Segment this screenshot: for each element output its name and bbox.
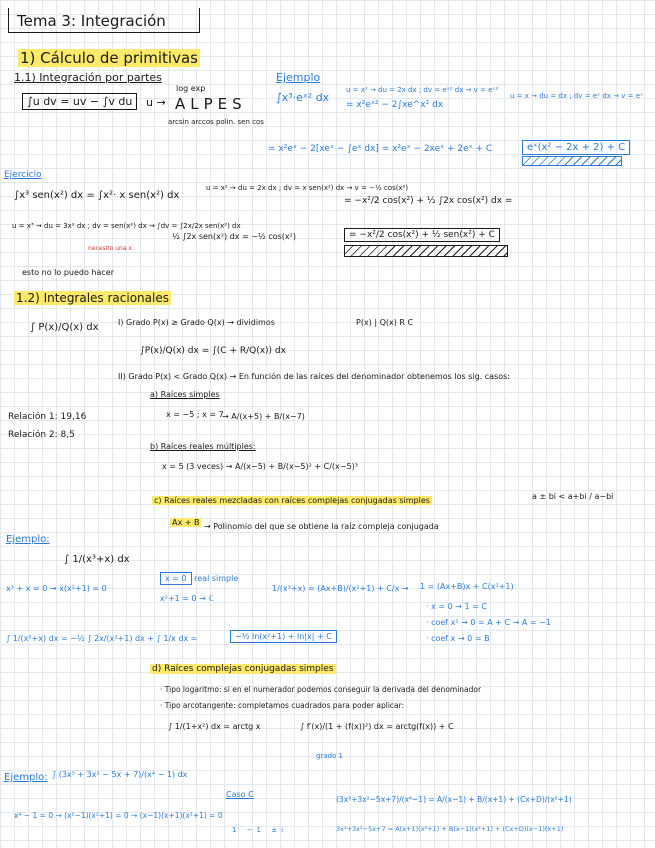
case-I-formula: ∫P(x)/Q(x) dx = ∫(C + R/Q(x)) dx <box>140 346 286 356</box>
example2-roots: x³ + x = 0 → x(x²+1) = 0 <box>6 584 107 593</box>
alpes-bottom-labels: arcsin arccos polin. sen cos <box>168 118 264 126</box>
example2-solution: ∫ 1/(x³+x) dx = −½ ∫ 2x/(x²+1) dx + ∫ 1/x dx = <box>6 634 198 643</box>
case-d-grado: grado 1 <box>316 752 344 760</box>
example3-identity: 3x³+3x²−5x+7 = A(x+1)(x²+1) + B(x−1)(x²+1) + (Cx+D)(x−1)(x+1) <box>336 825 564 833</box>
case-d-log: · Tipo logaritmo: si en el numerador podemos conseguir la derivada del denominador <box>160 685 482 694</box>
case-c-poly-note: → Polinomio del que se obtiene la raíz compleja conjugada <box>204 522 439 531</box>
example2-integral: ∫ 1/(x³+x) dx <box>64 554 130 565</box>
relation-1: Relación 1: 19,16 <box>8 412 87 422</box>
rational-integral: ∫ P(x)/Q(x) dx <box>30 322 99 333</box>
example3-roots: 1 −1 ±i <box>232 826 288 834</box>
example2-identity: 1 = (Ax+B)x + C(x²+1) <box>420 582 514 591</box>
page-title: Tema 3: Integración <box>17 12 166 30</box>
example-label-1: Ejemplo <box>276 71 321 84</box>
example2-solution-boxed: −½ ln(x²+1) + ln|x| + C <box>230 632 337 641</box>
case-d-arctg-formula: ∫ 1/(1+x²) dx = arctg x <box>168 722 261 731</box>
example2-root-complex: x²+1 = 0 → ℂ <box>160 594 214 603</box>
case-b-label: b) Raíces reales múltiples: <box>150 442 256 451</box>
case-d-label: d) Raíces complejas conjugadas simples <box>152 664 334 674</box>
case-a-label: a) Raíces simples <box>150 390 220 399</box>
relation-2: Relación 2: 8,5 <box>8 430 75 440</box>
case-c-label: c) Raíces reales mezcladas con raíces complejas conjugadas simples <box>154 496 430 505</box>
exercise-alt-parts: u = x³ → du = 3x² dx ; dv = sen(x²) dx → ∫dv = ∫2x/2x sen(x²) dx <box>12 222 241 230</box>
parts-formula: ∫u dv = uv − ∫v du <box>22 96 137 109</box>
example2-eq-3: · coef x → 0 = B <box>426 634 490 643</box>
alpes-mnemonic: ALPES <box>175 95 247 113</box>
example3-decomposition: (3x³+3x²−5x+7)/(x⁴−1) = A/(x−1) + B/(x+1) + (Cx+D)/(x²+1) <box>336 795 572 804</box>
example3-factorization: x⁴ − 1 = 0 → (x²−1)(x²+1) = 0 → (x−1)(x+1)(x²+1) = 0 <box>14 811 223 820</box>
division-scheme: P(x) | Q(x) R C <box>356 318 414 327</box>
example-parts-2: u = x → du = dx ; dv = eˣ dx → v = eˣ <box>510 92 644 100</box>
case-a-roots: x = −5 ; x = 7 <box>166 410 224 419</box>
example3-integral: ∫ (3x³ + 3x² − 5x + 7)/(x⁴ − 1) dx <box>52 770 188 779</box>
case-c-roots: a ± bi < a+bi / a−bi <box>532 492 614 501</box>
case-a-fractions: → A/(x+5) + B/(x−7) <box>222 412 305 421</box>
example-label-2: Ejemplo: <box>6 534 50 545</box>
example-step-1: = x²eˣ² − 2∫xe^x² dx <box>346 100 444 110</box>
alpes-top-labels: log exp <box>176 84 206 93</box>
case-d-arctg-general: ∫ f′(x)/(1 + (f(x))²) dx = arctg(f(x)) + C <box>300 722 454 731</box>
example-boxed-result-1: eˣ(x² − 2x + 2) + C <box>522 142 630 154</box>
exercise-integral: ∫x³ sen(x²) dx = ∫x²· x sen(x²) dx <box>14 190 180 201</box>
example2-eq-2: · coef x² → 0 = A + C → A = −1 <box>426 618 551 627</box>
subsection-parts: 1.1) Integración por partes <box>14 71 162 84</box>
subsection-rational: 1.2) Integrales racionales <box>16 291 169 305</box>
example-hatch-1 <box>522 156 622 166</box>
example2-eq-1: · x = 0 → 1 = C <box>426 602 487 611</box>
case-II: II) Grado P(x) < Grado Q(x) → En función de las raíces del denominador obtenemos los sig. casos: <box>118 372 510 381</box>
case-I: I) Grado P(x) ≥ Grado Q(x) → dividimos <box>118 318 275 327</box>
example2-decomposition: 1/(x³+x) = (Ax+B)/(x²+1) + C/x → <box>272 584 409 593</box>
exercise-result: = −x²/2 cos(x²) + ½ sen(x²) + C <box>344 230 500 240</box>
example-integral-1: ∫x³·eˣ² dx <box>276 91 330 104</box>
case-c-poly: Ax + B <box>172 518 200 527</box>
alpes-arrow: u → <box>146 96 166 109</box>
title-box <box>8 8 200 33</box>
exercise-red-note: necesito una x <box>88 245 132 252</box>
example-label-3: Ejemplo: <box>4 772 48 783</box>
exercise-half-step: ½ ∫2x sen(x²) dx = −½ cos(x²) <box>172 232 296 241</box>
exercise-hatch <box>344 245 508 257</box>
exercise-label: Ejercicio <box>4 170 42 180</box>
case-b-fractions: x = 5 (3 veces) → A/(x−5) + B/(x−5)² + C/(x−5)³ <box>162 462 358 471</box>
exercise-cannot-note: esto no lo puedo hacer <box>22 268 114 277</box>
exercise-step: = −x²/2 cos(x²) + ½ ∫2x cos(x²) dx = <box>344 196 513 206</box>
section-heading-1: 1) Cálculo de primitivas <box>20 49 198 67</box>
exercise-parts: u = x² → du = 2x dx ; dv = x sen(x²) dx → v = −½ cos(x²) <box>206 184 409 192</box>
example2-root-real: x = 0 real simple <box>160 574 238 583</box>
example-result-1: = x²eˣ − 2[xeˣ − ∫eˣ dx] = x²eˣ − 2xeˣ + 2eˣ + C <box>268 144 493 154</box>
example-parts-1: u = x² → du = 2x dx ; dv = eˣ² dx → v = eˣ² <box>346 86 499 94</box>
example3-case: Caso C <box>226 790 254 799</box>
case-d-arctg: · Tipo arcotangente: completamos cuadrados para poder aplicar: <box>160 701 405 710</box>
